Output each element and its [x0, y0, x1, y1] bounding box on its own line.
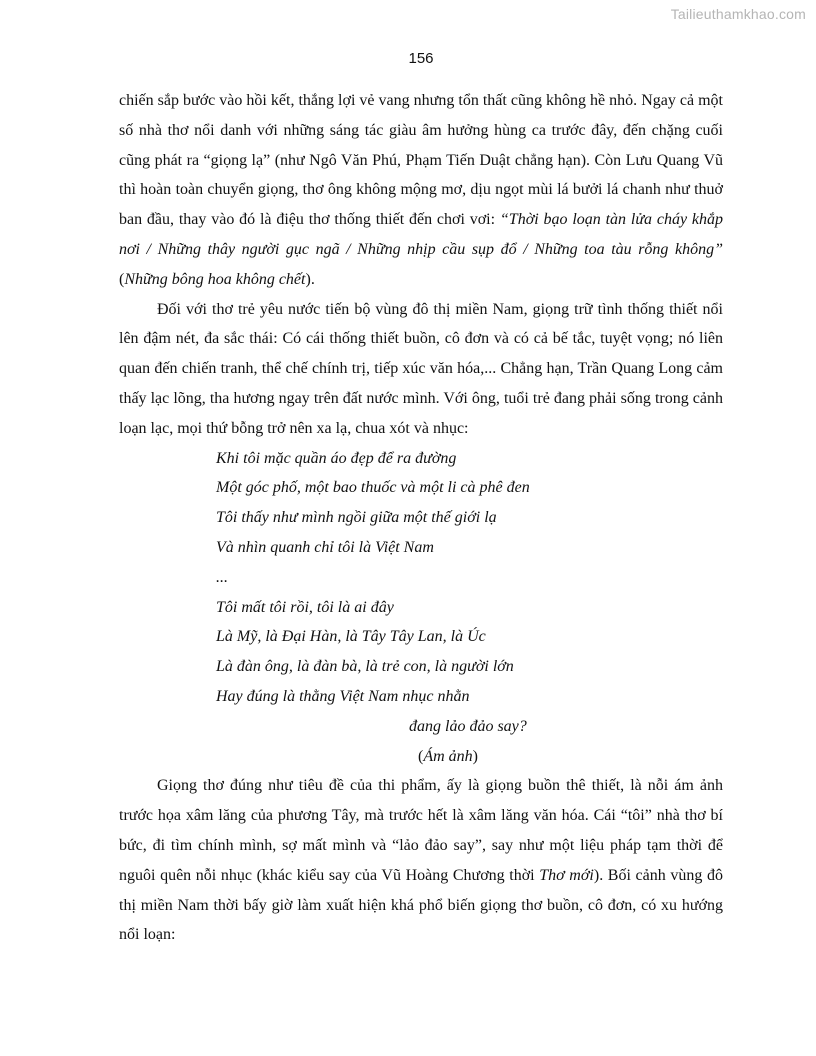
poem-block [119, 444, 723, 772]
poem-source-close: ) [472, 747, 478, 765]
poem-source-title: Ám ảnh [423, 747, 473, 765]
poem-line: Một góc phố, một bao thuốc và một li cà phê đen [216, 479, 530, 497]
poem-line: Hay đúng là thằng Việt Nam nhục nhằn [216, 687, 470, 705]
poem-last-line: đang lảo đảo say? [409, 717, 527, 735]
paragraph-1-quote: “Thời bạo loạn tàn lửa cháy khắp nơi / Những thây người gục ngã / Những nhịp cầu sụp đổ / Những toa tàu rỗng không” [119, 211, 723, 258]
document-body [119, 86, 723, 950]
poem-line: Và nhìn quanh chỉ tôi là Việt Nam [216, 538, 434, 556]
poem-source-open: ( [418, 747, 424, 765]
page-number: 156 [408, 50, 434, 67]
paragraph-1-source: Những bông hoa không chết [124, 270, 306, 288]
poem-line: Là Mỹ, là Đại Hàn, là Tây Tây Lan, là Úc [216, 628, 486, 646]
poem-line: ... [216, 568, 228, 586]
poem-line: Khi tôi mặc quần áo đẹp để ra đường [216, 449, 457, 467]
paragraph-1 [119, 86, 723, 295]
paragraph-1-text-c: ). [305, 270, 315, 288]
paragraph-2: Đối với thơ trẻ yêu nước tiến bộ vùng đô thị miền Nam, giọng trữ tình thống thiết nổi lên đậm nét, đa sắc thái: Có cái thống thiết buồn, cô đơn và có cả bế tắc, tuyệt vọng; nó liên quan đến chiến tranh, thể chế chính trị, tiếp xúc văn hóa,... Chẳng hạn, Trần Quang Long cảm thấy lạc lõng, tha hương ngay trên đất nước mình. Với ông, tuổi trẻ đang phải sống trong cảnh loạn lạc, mọi thứ bỗng trở nên xa lạ, chua xót và nhục: [119, 300, 723, 437]
poem-line: Là đàn ông, là đàn bà, là trẻ con, là người lớn [216, 658, 514, 676]
paragraph-1-text-a: chiến sắp bước vào hồi kết, thắng lợi vẻ vang nhưng tổn thất cũng không hề nhỏ. Ngay cả một số nhà thơ nổi danh với những sáng tác giàu âm hưởng hùng ca trước đây, đến chặng cuối cũng phát ra “giọng lạ” (như Ngô Văn Phú, Phạm Tiến Duật chẳng hạn). Còn Lưu Quang Vũ thì hoàn toàn chuyển giọng, thơ ông không mộng mơ, dịu ngọt mùi lá bưởi lá chanh như thuở ban đầu, thay vào đó là điệu thơ thống thiết đến chơi vơi: [119, 92, 723, 229]
poem-line: Tôi thấy như mình ngồi giữa một thế giới lạ [216, 509, 497, 527]
paragraph-3-text-b: ). Bối cảnh vùng đô thị miền Nam thời bấy giờ làm xuất hiện khá phổ biến giọng thơ buồn, cô đơn, có xu hướng nổi loạn: [119, 866, 723, 944]
paragraph-1-text-b: ( [119, 270, 125, 288]
paragraph-3 [119, 771, 723, 950]
poem-line: Tôi mất tôi rồi, tôi là ai đây [216, 598, 394, 616]
paragraph-3-source: Thơ mới [539, 866, 594, 884]
paragraph-3-text-a: Giọng thơ đúng như tiêu đề của thi phẩm, ấy là giọng buồn thê thiết, là nỗi ám ảnh trước họa xâm lăng của phương Tây, mà trước hết là xâm lăng văn hóa. Cái “tôi” nhà thơ bí bức, đi tìm chính mình, sợ mất mình và “lảo đảo say”, say như một liệu pháp tạm thời để nguôi quên nỗi nhục (khác kiểu say của Vũ Hoàng Chương thời [119, 777, 723, 884]
poem-source [216, 742, 723, 772]
watermark-text: Tailieuthamkhao.com [670, 6, 806, 22]
